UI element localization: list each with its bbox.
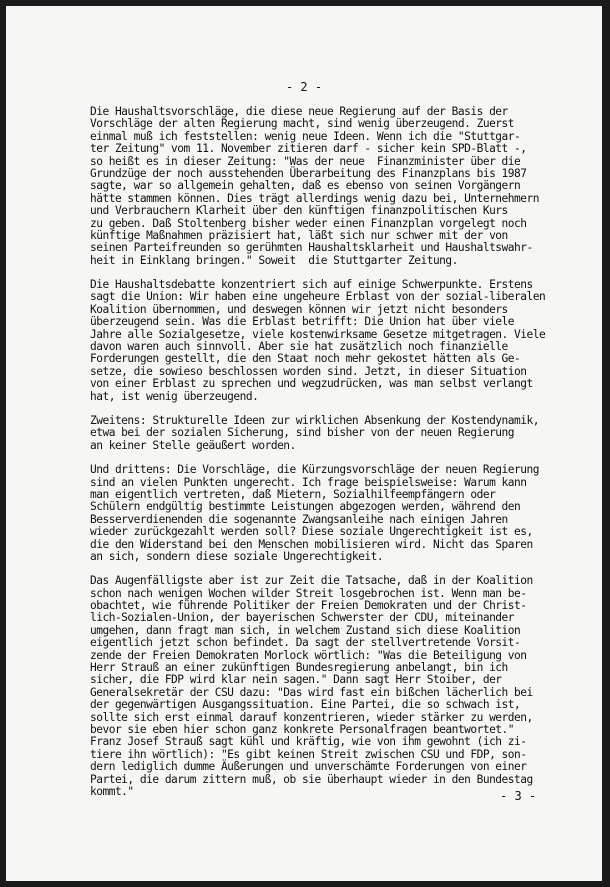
paragraph [90,464,590,563]
document-page [6,6,602,881]
text-line: Die Haushaltsdebatte konzentriert sich auf einige Schwerpunkte. Erstens [90,278,533,292]
text-line: zu geben. Daß Stoltenberg bisher weder einen Finanzplan vorgelegt noch [90,216,527,230]
text-line: der gegenwärtigen Ausgangssituation. Eine Partei, die so schwach ist, [90,698,521,712]
paragraph [90,575,590,798]
text-line: hat, ist wenig überzeugend. [90,389,259,403]
text-line: überzeugend sein. Was die Erblast betrifft: Die Union hat über viele [90,315,515,329]
text-line: Grundzüge der noch ausstehenden Überarbeitung des Finanzplans bis 1987 [90,166,527,180]
text-line: tiere ihn wörtlich): "Es gibt keinen Streit zwischen CSU und FDP, son- [90,747,527,761]
text-line: Generalsekretär der CSU dazu: "Das wird fast ein bißchen lächerlich bei [90,685,533,699]
text-line: ter Zeitung" vom 11. November zitieren darf - sicher kein SPD-Blatt -, [90,142,527,156]
paragraph [90,279,590,403]
text-line: man eigentlich vertreten, daß Mietern, Sozialhilfeempfängern oder [90,487,496,501]
paragraph [90,415,590,452]
text-line: von einer Erblast zu sprechen und wegzudrücken, was man selbst verlangt [90,377,533,391]
text-line: Franz Josef Strauß sagt kühl und kräftig, wie von ihm gewohnt (ich zi- [90,735,527,749]
text-line: Die Haushaltsvorschläge, die diese neue Regierung auf der Basis der [90,105,508,118]
text-line: wieder zurückgezahlt werden soll? Diese soziale Ungerechtigkeit ist es, [90,525,533,539]
text-line: Zweitens: Strukturelle Ideen zur wirklichen Absenkung der Kostendynamik, [90,413,539,427]
text-line: so heißt es in dieser Zeitung: "Was der neue Finanzminister über die [90,154,521,168]
text-line: einmal muß ich feststellen: wenig neue Ideen. Wenn ich die "Stuttgar- [90,129,521,143]
text-line: davon waren auch sinnvoll. Aber sie hat zusätzlich noch finanzielle [90,340,508,354]
text-line: sind an vielen Punkten ungerecht. Ich frage beispielsweise: Warum kann [90,475,527,489]
text-line: an sich, sondern diese soziale Ungerechtigkeit. [90,549,384,563]
paragraph [90,106,590,267]
text-line: sagte, war so allgemein gehalten, daß es ebenso von seinen Vorgängern [90,179,521,193]
text-line: hätte stammen können. Dies trägt allerdings wenig dazu bei, Unternehmern [90,191,539,205]
text-line: Schülern endgültig bestimmte Leistungen abgezogen werden, während den [90,500,521,514]
text-line: Das Augenfälligste aber ist zur Zeit die Tatsache, daß in der Koalition [90,574,533,588]
text-line: an keiner Stelle geäußert worden. [90,438,296,452]
text-line: sollte sich erst einmal darauf konzentrieren, wieder stärker zu werden, [90,710,533,724]
document-body [90,106,590,810]
text-line: und Verbrauchern Klarheit über den künftigen finanzpolitischen Kurs [90,204,508,218]
text-line: umgehen, dann fragt man sich, in welchem Zustand sich diese Koalition [90,623,521,637]
text-line: etwa bei der sozialen Sicherung, sind bisher von der neuen Regierung [90,426,515,440]
page-number-top: - 2 - [285,80,323,94]
text-line: setze, die sowieso beschlossen worden sind. Jetzt, in dieser Situation [90,364,527,378]
text-line: Jahre alle Sozialgesetze, viele kostenwirksame Gesetze mitgetragen. Viele [90,327,546,341]
text-line: zende der Freien Demokraten Morlock wörtlich: "Was die Beteiligung von [90,648,527,662]
text-line: Besserverdienenden die sogenannte Zwangsanleihe nach einigen Jahren [90,512,508,526]
text-line: heit in Einklang bringen." Soweit die Stuttgarter Zeitung. [90,253,458,267]
text-line: obachtet, wie führende Politiker der Freien Demokraten und der Christ- [90,599,527,613]
text-line: kommt." [90,784,134,798]
page-number-bottom: - 3 - [500,789,537,803]
text-line: Forderungen gestellt, die den Staat noch mehr gekostet hätten als Ge- [90,352,521,366]
text-line: schon nach wenigen Wochen wilder Streit losgebrochen ist. Wenn man be- [90,586,527,600]
text-line: seinen Parteifreunden so gerühmten Haushaltsklarheit und Haushaltswahr- [90,241,533,255]
text-line: Partei, die darum zittern muß, ob sie überhaupt wieder in den Bundestag [90,772,533,786]
text-line: Vorschläge der alten Regierung macht, sind wenig überzeugend. Zuerst [90,117,515,131]
text-line: lich-Sozialen-Union, der bayerischen Schwerster der CDU, miteinander [90,611,515,625]
text-line: die den Widerstand bei den Menschen mobilisieren wird. Nicht das Sparen [90,537,533,551]
text-line: eigentlich jetzt schon befindet. Da sagt der stellvertretende Vorsit- [90,636,521,650]
text-line: Koalition übernommen, und deswegen können wir jetzt nicht besonders [90,302,508,316]
text-line: künftige Maßnahmen präzisiert hat, läßt sich nur schwer mit der von [90,228,508,242]
text-line: dern lediglich dumme Äußerungen und unverschämte Forderungen von einer [90,760,527,774]
text-line: bevor sie eben hier schon ganz konkrete Personalfragen beantwortet." [90,722,515,736]
text-line: Herr Strauß an einer zukünftigen Bundesregierung anbelangt, bin ich [90,661,508,675]
text-line: sagt die Union: Wir haben eine ungeheure Erblast von der sozial-liberalen [90,290,546,304]
text-line: Und drittens: Die Vorschläge, die Kürzungsvorschläge der neuen Regierung [90,463,539,477]
text-line: sicher, die FDP wird klar nein sagen." Dann sagt Herr Stoiber, der [90,673,502,687]
